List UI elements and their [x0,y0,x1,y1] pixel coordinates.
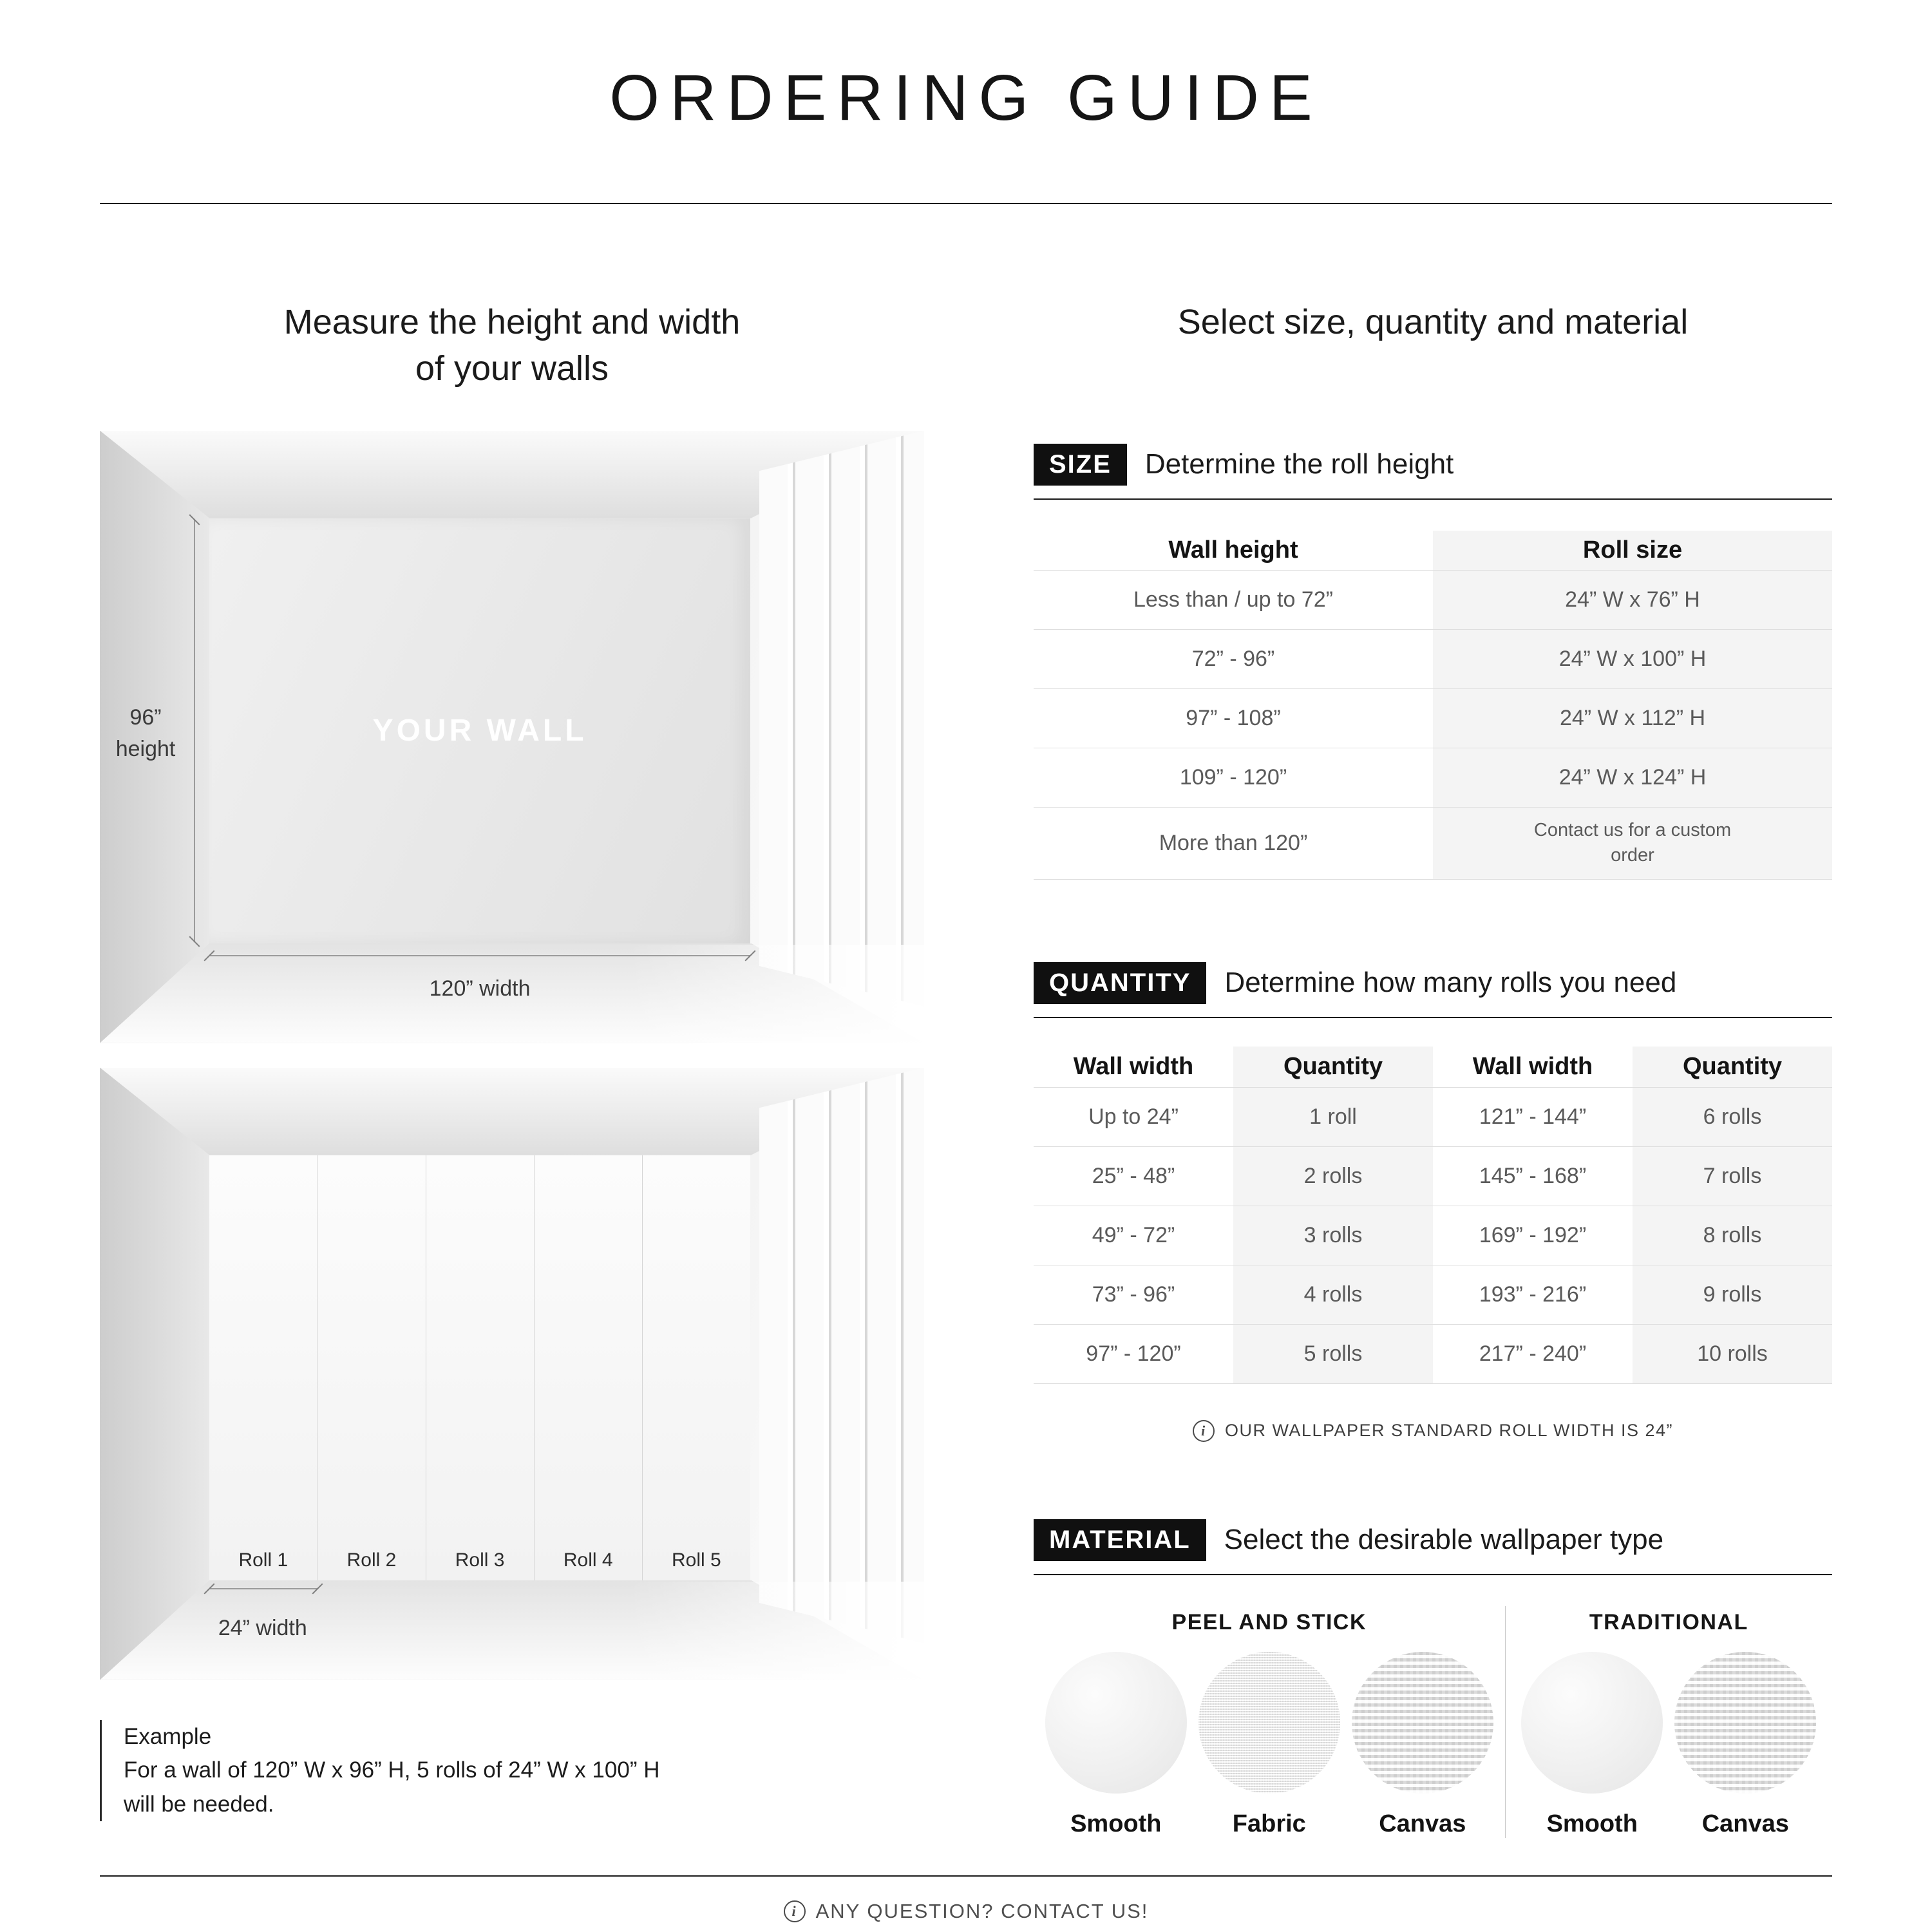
material-description: Select the desirable wallpaper type [1224,1524,1664,1556]
footer-divider [100,1875,1832,1877]
swatch-item [1352,1652,1493,1838]
qty-col-header: Wall width [1034,1046,1233,1088]
content-columns [100,299,1832,1838]
quantity-table [1034,1046,1832,1384]
swatch-item [1521,1652,1663,1838]
swatch-item [1198,1652,1340,1838]
height-value: 96” [129,705,162,730]
swatch-label: Canvas [1379,1810,1466,1837]
size-cell-wall: Less than / up to 72” [1034,571,1433,630]
size-cell-wall: More than 120” [1034,808,1433,880]
traditional-title: TRADITIONAL [1589,1609,1748,1634]
size-table [1034,531,1832,880]
qty-cell: 145” - 168” [1433,1147,1633,1206]
size-cell-wall: 109” - 120” [1034,748,1433,808]
material-group-peel-and-stick [1034,1606,1505,1838]
size-cell-roll-custom-order: Contact us for a custom order [1433,808,1832,880]
size-cell-roll: 24” W x 100” H [1433,630,1832,689]
height-dimension-line [194,520,195,941]
roll-panel [426,1155,535,1580]
size-cell-roll: 24” W x 112” H [1433,689,1832,748]
size-cell-wall: 72” - 96” [1034,630,1433,689]
room-side-wall [100,1068,209,1680]
roll-width-note [1034,1420,1832,1442]
height-word: height [115,737,176,762]
qty-cell: 7 rolls [1633,1147,1832,1206]
width-dimension-line [209,955,750,956]
size-col-header-roll-size: Roll size [1433,531,1832,571]
traditional-swatches [1506,1652,1832,1838]
height-label [106,702,185,766]
canvas-texture-swatch [1352,1652,1493,1794]
material-badge: MATERIAL [1034,1519,1206,1561]
wall-measure-illustration [100,431,924,1043]
measure-heading [100,299,924,392]
qty-cell: Up to 24” [1034,1088,1233,1147]
title-divider [100,203,1832,204]
size-description: Determine the roll height [1144,448,1454,480]
smooth-texture-swatch [1521,1652,1663,1794]
qty-cell: 8 rolls [1633,1206,1832,1265]
roll-width-dimension-line [209,1588,317,1589]
swatch-item [1674,1652,1816,1838]
qty-cell: 6 rolls [1633,1088,1832,1147]
example-note [100,1720,924,1822]
roll-panel [643,1155,750,1580]
qty-cell: 73” - 96” [1034,1265,1233,1325]
roll-panel [535,1155,643,1580]
roll-width-note-text: OUR WALLPAPER STANDARD ROLL WIDTH IS 24” [1224,1421,1674,1441]
size-cell-roll: 24” W x 76” H [1433,571,1832,630]
qty-cell: 3 rolls [1233,1206,1433,1265]
room-window [759,1068,924,1643]
roll-label: Roll 1 [238,1549,289,1571]
qty-col-header: Wall width [1433,1046,1633,1088]
window-light [627,1582,924,1680]
example-line: For a wall of 120” W x 96” H, 5 rolls of 24” W x 100” H [124,1757,660,1783]
peel-and-stick-swatches [1034,1652,1505,1838]
material-groups [1034,1606,1832,1838]
roll-label: Roll 5 [672,1549,721,1571]
qty-col-header: Quantity [1233,1046,1433,1088]
smooth-texture-swatch [1045,1652,1187,1794]
info-icon [784,1900,806,1922]
roll-width-label: 24” width [218,1616,307,1640]
roll-layout-illustration [100,1068,924,1680]
select-heading: Select size, quantity and material [1177,303,1689,341]
size-badge: SIZE [1034,444,1127,486]
quantity-description: Determine how many rolls you need [1224,967,1677,999]
qty-cell: 169” - 192” [1433,1206,1633,1265]
qty-cell: 49” - 72” [1034,1206,1233,1265]
qty-cell: 217” - 240” [1433,1325,1633,1384]
measure-section [100,299,924,1838]
qty-col-header: Quantity [1633,1046,1832,1088]
measure-heading-line2: of your walls [415,348,609,388]
canvas-texture-swatch [1674,1652,1816,1794]
quantity-section-header [1034,962,1832,1018]
roll-panel [317,1155,426,1580]
room-window [759,431,924,1007]
swatch-label: Smooth [1070,1810,1162,1837]
roll-panel [209,1155,317,1580]
material-section-header [1034,1519,1832,1575]
qty-cell: 193” - 216” [1433,1265,1633,1325]
width-label: 120” width [429,976,531,1001]
page-title: ORDERING GUIDE [609,62,1323,134]
roll-label: Roll 3 [455,1549,505,1571]
fabric-texture-swatch [1198,1652,1340,1794]
qty-cell: 10 rolls [1633,1325,1832,1384]
swatch-item [1045,1652,1187,1838]
your-wall-label: YOUR WALL [372,714,587,748]
contact-us-note[interactable]: ANY QUESTION? CONTACT US! [815,1899,1149,1922]
quantity-badge: QUANTITY [1034,962,1206,1004]
select-section [1034,299,1832,1838]
size-section-header [1034,444,1832,500]
roll-panels [209,1155,750,1580]
roll-label: Roll 4 [563,1549,613,1571]
qty-cell: 97” - 120” [1034,1325,1233,1384]
size-col-header-wall-height: Wall height [1034,531,1433,571]
qty-cell: 25” - 48” [1034,1147,1233,1206]
peel-and-stick-title: PEEL AND STICK [1171,1609,1367,1634]
material-group-traditional [1505,1606,1832,1838]
swatch-label: Canvas [1701,1810,1789,1837]
qty-cell: 121” - 144” [1433,1088,1633,1147]
qty-cell: 1 roll [1233,1088,1433,1147]
size-cell-wall: 97” - 108” [1034,689,1433,748]
example-title: Example [124,1723,212,1749]
qty-cell: 4 rolls [1233,1265,1433,1325]
qty-cell: 5 rolls [1233,1325,1433,1384]
qty-cell: 9 rolls [1633,1265,1832,1325]
measure-heading-line1: Measure the height and width [283,303,741,341]
roll-label: Roll 2 [346,1549,397,1571]
your-wall [209,518,750,943]
qty-cell: 2 rolls [1233,1147,1433,1206]
size-cell-roll: 24” W x 124” H [1433,748,1832,808]
swatch-label: Fabric [1232,1810,1306,1837]
swatch-label: Smooth [1546,1810,1638,1837]
info-icon [1193,1420,1215,1442]
footer [100,1900,1832,1923]
example-line: will be needed. [124,1791,274,1817]
